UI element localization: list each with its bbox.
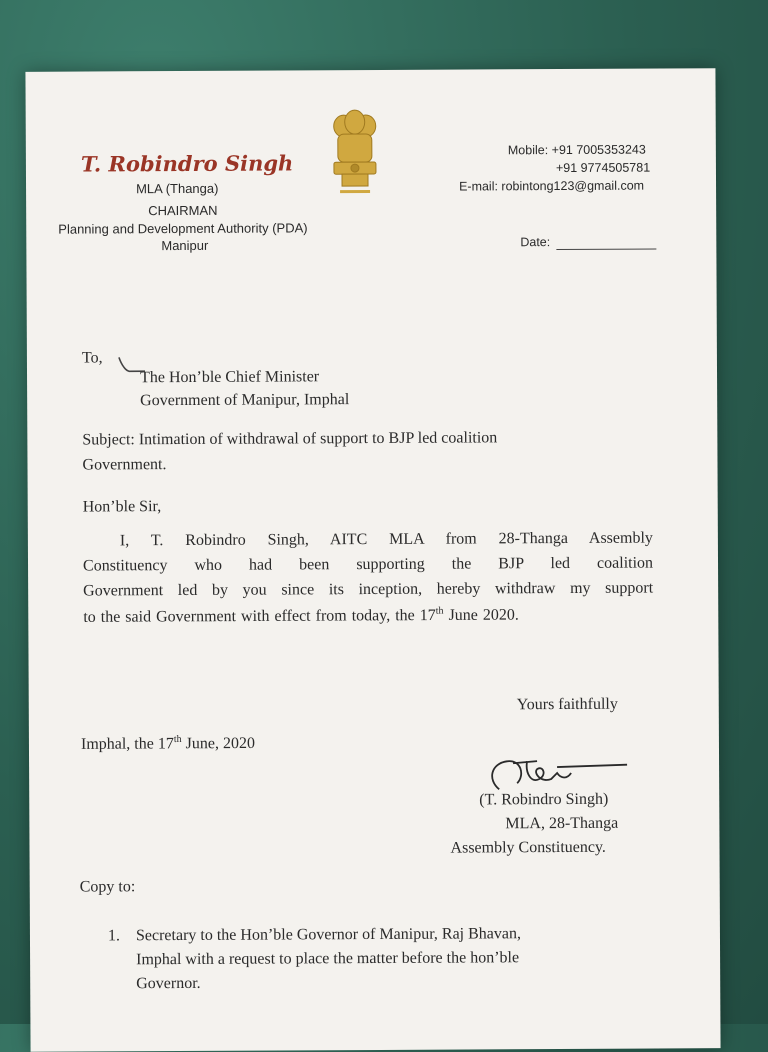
letterhead-name: T. Robindro Singh (80, 150, 294, 177)
closing: Yours faithfully (516, 695, 618, 714)
place-date-text: Imphal, the 17 (80, 735, 174, 753)
subject-line-1: Subject: Intimation of withdrawal of support to BJP led coalition (82, 429, 498, 449)
date-blank-line (556, 249, 656, 251)
signatory-constituency: Assembly Constituency. (450, 838, 606, 857)
letterhead-designation: MLA (Thanga) (136, 180, 219, 197)
body-line-4-end: June 2020. (443, 606, 519, 624)
email-address: E-mail: robintong123@gmail.com (459, 178, 645, 194)
letterhead-role: CHAIRMAN (148, 202, 218, 219)
to-label: To, (81, 349, 103, 367)
addressee-line-2: Government of Manipur, Imphal (140, 391, 350, 410)
place-date-end: June, 2020 (181, 734, 255, 753)
place-date-ordinal: th (173, 734, 182, 746)
body-line-2: Constituency who had been supporting the BJP led coalition (82, 554, 654, 575)
letter-page (25, 68, 720, 1052)
place-date (81, 734, 255, 754)
body-line-4 (83, 605, 653, 627)
national-emblem-icon (324, 108, 387, 204)
date-label: Date: (520, 235, 551, 250)
copy-item-line-3: Governor. (136, 974, 201, 993)
copy-item-line-1: Secretary to the Hon’ble Governor of Manipur, Raj Bhavan, (135, 925, 522, 945)
copy-item-number: 1. (107, 927, 121, 945)
body-line-4-ordinal: th (435, 605, 444, 617)
signatory-name: (T. Robindro Singh) (479, 790, 609, 809)
mobile-number-2: +91 9774505781 (555, 160, 651, 176)
mobile-number-1: Mobile: +91 7005353243 (507, 142, 646, 158)
salutation: Hon’ble Sir, (82, 498, 162, 516)
body-line-4-text: to the said Government with effect from today, the 17 (83, 607, 436, 626)
addressee-line-1: The Hon’ble Chief Minister (139, 368, 320, 387)
copy-item-line-2: Imphal with a request to place the matter before the hon’ble (136, 949, 520, 969)
body-line-1: I, T. Robindro Singh, AITC MLA from 28-Thanga Assembly (119, 529, 653, 550)
letterhead-state: Manipur (161, 237, 209, 254)
body-line-3: Government led by you since its inception, hereby withdraw my support (83, 579, 654, 600)
copy-to-label: Copy to: (79, 878, 136, 896)
signatory-title: MLA, 28-Thanga (505, 814, 619, 833)
subject-line-2: Government. (82, 456, 167, 474)
letterhead-organization: Planning and Development Authority (PDA) (58, 220, 308, 237)
